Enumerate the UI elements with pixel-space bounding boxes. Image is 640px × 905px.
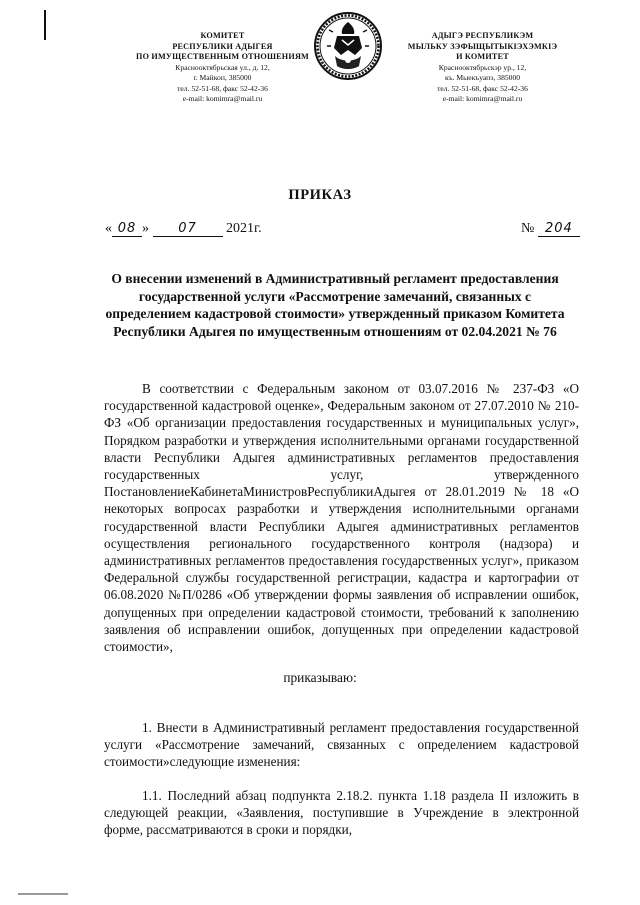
org-name-line: РЕСПУБЛИКИ АДЫГЕЯ [172, 41, 273, 51]
document-number [521, 221, 580, 237]
republic-emblem-icon [313, 10, 383, 82]
preamble-paragraph: В соответствии с Федеральным законом от 03.07.2016 № 237-ФЗ «О государственной кадастровой оценке», Федеральным законом от 27.07.2010 № 210-ФЗ «Об организации предоставления государственных и муниципальных услуг», Порядком разработки и утверждения исполнительными органами государственной власти Республики Адыгея административных регламентов предоставления государственных услуг, утвержденного ПостановлениеКабинетаМинистровРеспубликиАдыгея от 28.01.2019 № 18 «О некоторых вопросах разработки и утверждения исполнительными органами государственной власти Республики Адыгея административных регламентов осуществления регионального государственного контроля (надзора) и административных регламентов предоставления государственных услуг», приказом Федеральной службы государственной регистрации, кадастра и картографии от 06.08.2020 №П/0286 «Об утверждении формы заявления об исправлении ошибок, допущенных при определении кадастровой стоимости, требований к заполнению заявления об исправлении ошибок, допущенных при определении кадастровой стоимости», [104, 381, 579, 655]
scan-artifact [18, 893, 68, 895]
date-day: 08 [112, 222, 142, 237]
document-title: ПРИКАЗ [288, 187, 352, 203]
order-word: приказываю: [283, 670, 357, 685]
org-phone-line: тел. 52-51-68, факс 52-42-36 [437, 83, 528, 93]
org-name-line: АДЫГЭ РЕСПУБЛИКЭМ [431, 31, 534, 40]
org-header-left [95, 31, 350, 105]
org-address-line: къ. Мыекъуапэ, 385000 [444, 73, 521, 82]
org-header-right [395, 31, 570, 105]
org-email-line: e-mail: komimra@mail.ru [442, 94, 523, 103]
org-address-line: Красноoктябрьскэр ур., 12, [438, 62, 527, 72]
document-date [105, 221, 262, 237]
date-year: 2021г. [226, 221, 262, 236]
item-1-1-paragraph: 1.1. Последний абзац подпункта 2.18.2. пункта 1.18 раздела II изложить в следующей реакции, «Заявления, поступившие в Учреждение в электронной форме, рассматриваются в сроки и порядки, [104, 788, 579, 838]
org-name-line: МЫЛЬКУ ЗЭФЫЩЫТЫКІЭХЭМКІЭ [407, 41, 558, 51]
org-name-line: КОМИТЕТ [200, 31, 245, 40]
date-open-quote: « [105, 221, 112, 236]
document-subject: О внесении изменений в Административный регламент предоставления государственной услуги «Рассмотрение замечаний, связанных с определением кадастровой стоимости» утвержденный приказом Комитета Республики Адыгея по имущественным отношениям от 02.04.2021 № 76 [105, 271, 565, 339]
org-address-line: Красноoктябрьская ул., д. 12, [175, 62, 270, 72]
item-1-paragraph: 1. Внести в Административный регламент предоставления государственной услуги «Рассмотрение замечаний, связанных с определением кадастровой стоимости»следующие изменения: [104, 720, 579, 770]
org-name-line: И КОМИТЕТ [456, 52, 509, 61]
org-name-line: ПО ИМУЩЕСТВЕННЫМ ОТНОШЕНИЯМ [136, 52, 309, 61]
margin-mark [44, 10, 46, 40]
org-address-line: г. Майкоп, 385000 [193, 73, 252, 82]
date-close-quote: » [142, 221, 149, 236]
number-value: 204 [538, 222, 580, 237]
org-phone-line: тел. 52-51-68, факс 52-42-36 [177, 83, 268, 93]
date-month: 07 [153, 222, 223, 237]
org-email-line: e-mail: komimra@mail.ru [182, 94, 263, 103]
number-sign: № [521, 221, 535, 236]
